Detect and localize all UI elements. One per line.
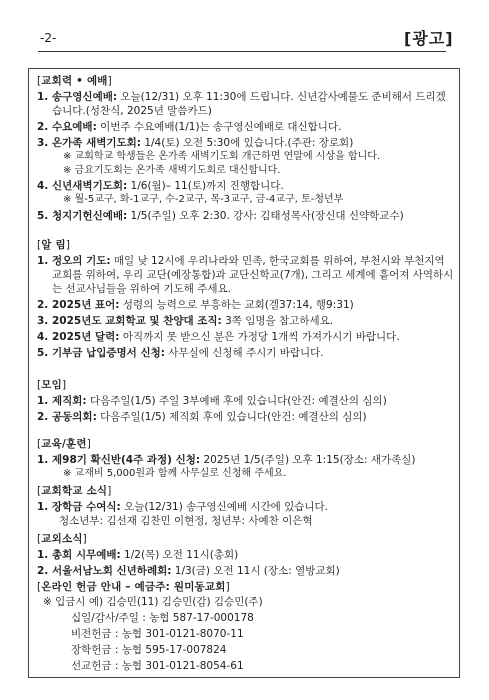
account-line: 비전헌금 : 농협 301-0121-8070-11 bbox=[71, 628, 244, 640]
list-item: 5. 기부금 납입증명서 신청: 사무실에 신청해 주시기 바랍니다. bbox=[37, 347, 324, 359]
section-title: [ 모임 ] bbox=[37, 378, 455, 392]
section-title: [ 교회력 • 예배 ] bbox=[37, 74, 455, 88]
list-item: 5. 청지기헌신예배: 1/5(주일) 오후 2:30. 강사: 김태성목사(장신대 신약학교수) bbox=[37, 209, 404, 222]
section-title: [ 교회학교 소식 ] bbox=[37, 484, 455, 498]
list-item: 3. 온가족 새벽기도회: 1/4(토) 오전 5:30에 있습니다.(주관: 장로회) bbox=[37, 137, 354, 149]
list-item: 4. 2025년 달력: 아직까지 못 받으신 분은 가정당 1개씩 가져가시기 바랍니다. bbox=[37, 331, 400, 343]
list-item: 2. 서울서남노회 신년하례회: 1/3(금) 오전 11시 (장소: 열방교회) bbox=[37, 565, 340, 577]
list-item: 1. 송구영신예배: 오늘(12/31) 오후 11:30에 드립니다. 신년감사예물도 준비해서 드리겠습니다.(성찬식, 2025년 말씀카드) bbox=[37, 91, 446, 117]
section-outside bbox=[37, 532, 455, 578]
account-line: 십일/감사/주일 : 농협 587-17-000178 bbox=[71, 612, 254, 624]
note: ※ 교재비 5,000원과 함께 사무실로 신청해 주세요. bbox=[63, 468, 287, 479]
scholarship-recipients: 청소년부: 김선재 김찬민 이현정, 청년부: 사예찬 이은혁 bbox=[59, 515, 313, 527]
page-number: -2- bbox=[40, 31, 57, 45]
list-item: 1. 제직회: 다음주일(1/5) 주일 3부예배 후에 있습니다(안건: 예결산의 심의) bbox=[37, 395, 387, 407]
note: ※ 교회학교 학생들은 온가족 새벽기도회 개근하면 연말에 시상을 합니다. bbox=[63, 151, 381, 162]
list-item: 1. 총회 시무예배: 1/2(목) 오전 11시(총회) bbox=[37, 549, 239, 561]
list-item: 1. 제98기 확신반(4주 과정) 신청: 2025년 1/5(주일) 오후 1:15(장소: 새가족실) bbox=[37, 454, 416, 466]
section-notice bbox=[37, 238, 455, 360]
account-line: 선교헌금 : 농협 301-0121-8054-61 bbox=[71, 660, 244, 672]
account-line: 장학헌금 : 농협 595-17-007824 bbox=[71, 644, 227, 656]
section-education bbox=[37, 437, 455, 481]
list-item: 1. 장학금 수여식: 오늘(12/31) 송구영신예배 시간에 있습니다. bbox=[37, 501, 329, 513]
list-item: 2. 공동의회: 다음주일(1/5) 제직회 후에 있습니다(안건: 예결산의 심의) bbox=[37, 411, 367, 423]
list-item: 2. 2025년 표어: 성령의 능력으로 부흥하는 교회(겔37:14, 행9:31) bbox=[37, 299, 354, 311]
section-offering bbox=[37, 580, 455, 674]
deposit-note: ※ 입금시 예) 김승민(11) 김승민(감) 김승민(주) bbox=[43, 596, 263, 608]
list-item: 3. 2025년도 교회학교 및 찬양대 조직: 3쪽 임명을 참고하세요. bbox=[37, 315, 334, 327]
note: ※ 금요기도회는 온가족 새벽기도회로 대신합니다. bbox=[63, 164, 281, 176]
note: ※ 월-5교구, 화-1교구, 수-2교구, 목-3교구, 금-4교구, 토-청년부 bbox=[63, 194, 344, 205]
list-item: 1. 정오의 기도: 매일 낮 12시에 우리나라와 민족, 한국교회를 위하여, 부천시와 부천지역 교회를 위하여, 우리 교단(예장통합)과 교단신학교(7개), 그리고 세계에 흩어져 사역하시는 선교사님들을 위하여 기도해 주세요. bbox=[37, 255, 454, 295]
section-title: [ 교육/훈련 ] bbox=[37, 437, 455, 451]
ad-label: [광고] bbox=[404, 29, 454, 48]
section-title: [ 온라인 헌금 안내 – 예금주: 원미동교회 ] bbox=[37, 580, 455, 594]
section-school bbox=[37, 484, 455, 528]
list-item: 4. 신년새벽기도회: 1/6(월)– 11(토)까지 진행합니다. bbox=[37, 180, 284, 192]
section-title: [ 알 림 ] bbox=[37, 238, 455, 252]
list-item: 2. 수요예배: 이번주 수요예배(1/1)는 송구영신예배로 대신합니다. bbox=[37, 121, 342, 133]
section-title: [ 교외소식 ] bbox=[37, 532, 455, 546]
section-worship bbox=[37, 74, 455, 223]
section-meeting bbox=[37, 378, 455, 424]
